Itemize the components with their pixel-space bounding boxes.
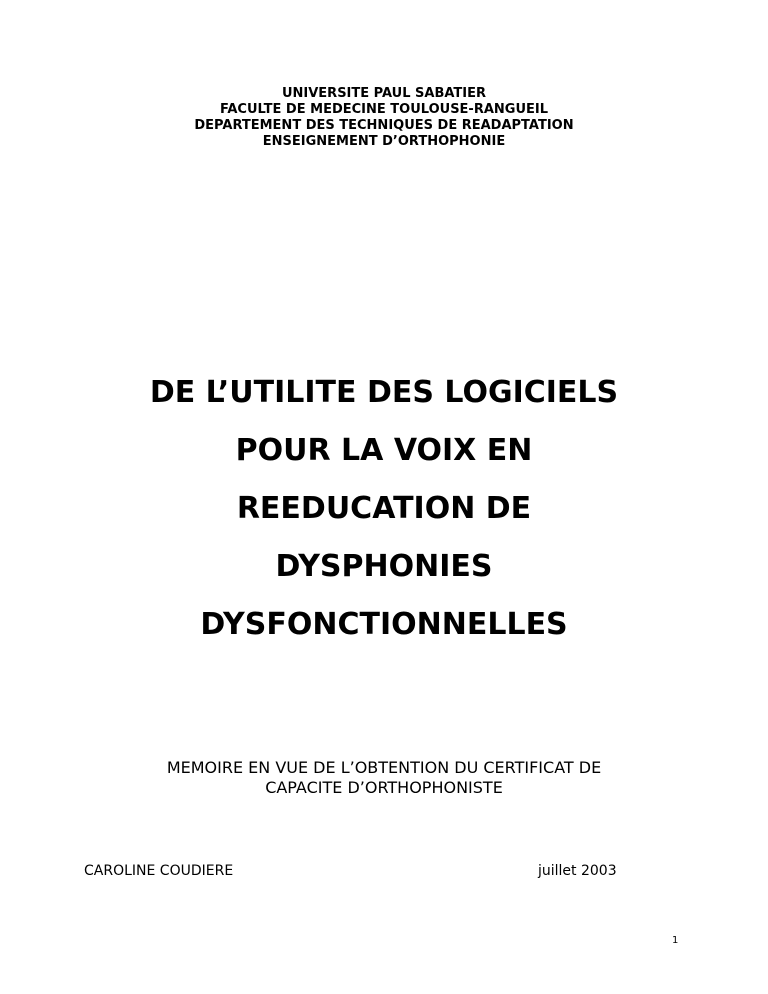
title-line-4: DYSPHONIES	[275, 549, 493, 584]
thesis-title	[0, 364, 768, 654]
faculty-name: FACULTE DE MEDECINE TOULOUSE-RANGUEIL	[219, 102, 549, 117]
institution-header	[0, 86, 768, 150]
author-name: CAROLINE COUDIERE	[84, 863, 234, 879]
subtitle-line-1: MEMOIRE EN VUE DE L’OBTENTION DU CERTIFICAT DE	[166, 758, 602, 777]
title-line-2: POUR LA VOIX EN	[235, 433, 533, 468]
thesis-subtitle	[0, 758, 768, 798]
submission-date: juillet 2003	[538, 863, 617, 879]
subtitle-line-2: CAPACITE D’ORTHOPHONISTE	[265, 778, 503, 797]
title-line-1: DE L’UTILITE DES LOGICIELS	[149, 375, 619, 410]
program-name: ENSEIGNEMENT D’ORTHOPHONIE	[262, 134, 506, 149]
university-name: UNIVERSITE PAUL SABATIER	[281, 86, 487, 101]
title-line-5: DYSFONCTIONNELLES	[200, 607, 568, 642]
title-line-3: REEDUCATION DE	[236, 491, 532, 526]
page-number: 1	[672, 935, 679, 946]
department-name: DEPARTEMENT DES TECHNIQUES DE READAPTATION	[194, 118, 574, 133]
